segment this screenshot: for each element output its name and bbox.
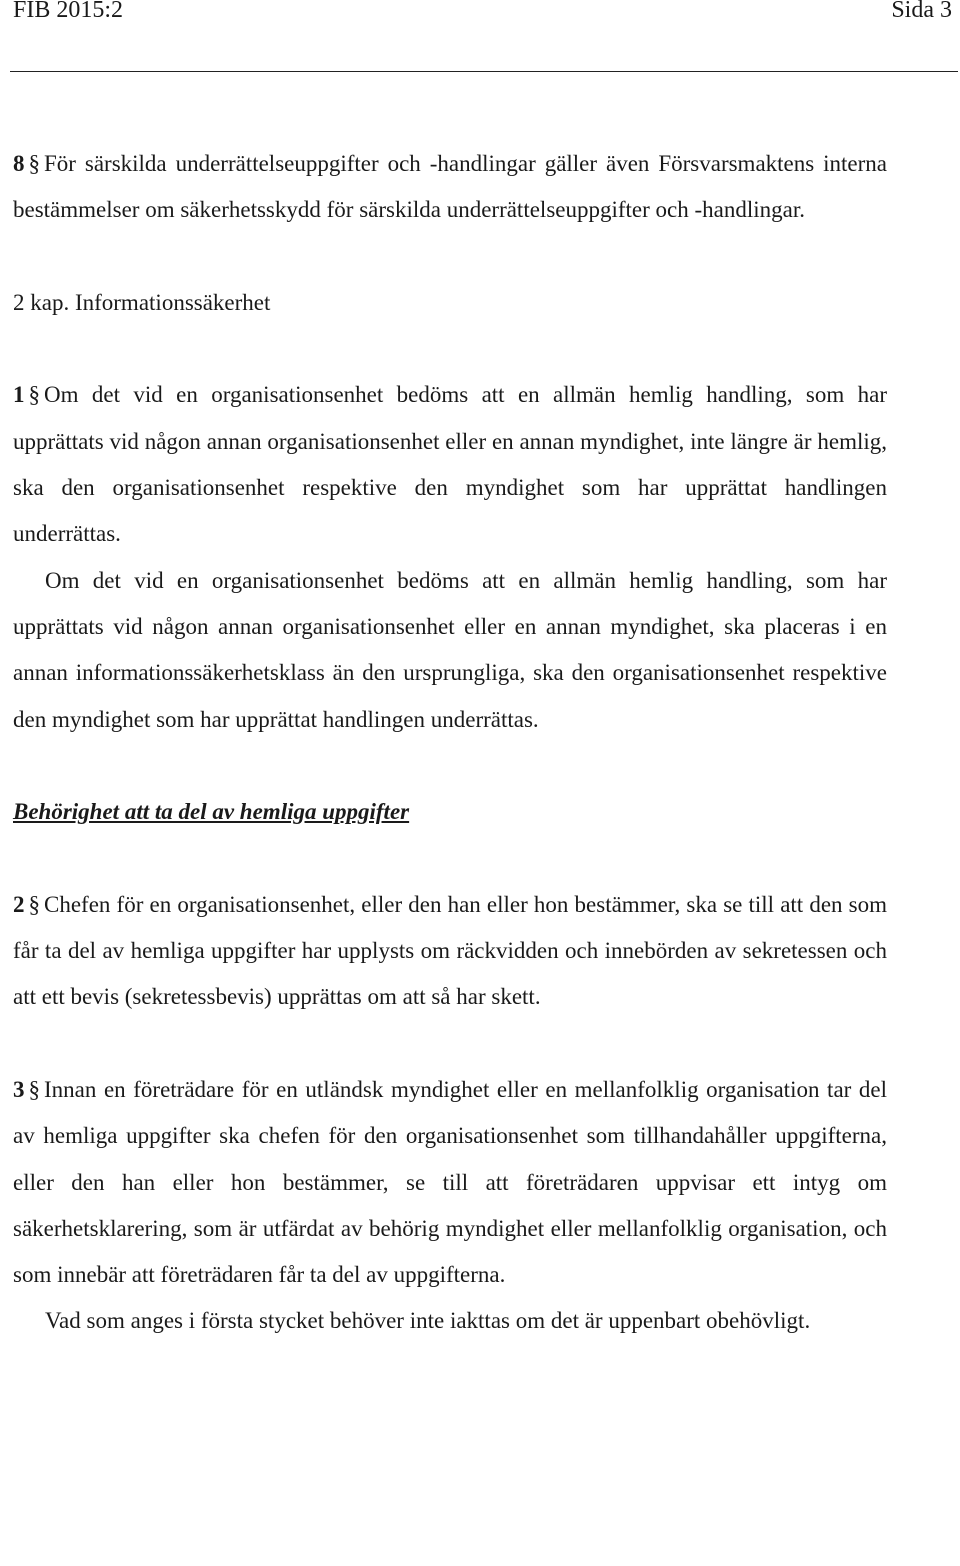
subheading-text: Behörighet att ta del av hemliga uppgifter: [13, 799, 410, 825]
section-sign-icon: §: [28, 151, 40, 176]
paragraph-8: [13, 141, 887, 234]
paragraph-text: Chefen för en organisationsenhet, eller den han eller hon bestämmer, ska se till att den som får ta del av hemliga uppgifter har upplysts om räckvidden och innebörden av sekretessen och att ett bevis (sekretessbevis) upprättas om att så har skett.: [13, 891, 887, 1010]
chapter-heading: 2 kap. Informationssäkerhet: [13, 289, 271, 315]
document-id: FIB 2015:2: [13, 0, 124, 23]
page-header: [13, 0, 952, 30]
paragraph-1: [13, 372, 887, 557]
paragraph-text: Om det vid en organisationsenhet bedöms att en allmän hemlig handling, som har upprättats vid någon annan organisationsenhet eller en annan myndighet, inte längre är hemlig, ska den organisationsenhet respektive den myndighet som har upprättat handlingen underrättas.: [13, 382, 887, 547]
paragraph-number: 3: [13, 1076, 25, 1102]
paragraph-number: 8: [13, 151, 25, 176]
paragraph-1-continuation: Om det vid en organisationsenhet bedöms att en allmän hemlig handling, som har upprättats vid någon annan organisationsenhet eller en annan myndighet, ska placeras i en annan informationssäkerhetsklass än den ursprungliga, ska den organisationsenhet respektive den myndighet som har upprättat handlingen underrättas.: [13, 567, 887, 732]
paragraph-number: 2: [13, 891, 25, 917]
header-divider: [10, 71, 958, 72]
paragraph-text: Innan en företrädare för en utländsk myndighet eller en mellanfolklig organisation tar del av hemliga uppgifter ska chefen för den organisationsenhet som tillhandahåller uppgifterna, eller den han eller hon bestämmer, se till att företrädaren uppvisar ett intyg om säkerhetsklarering, som är utfärdat av behörig myndighet eller mellanfolklig organisation, och som innebär att företrädaren får ta del av uppgifterna.: [13, 1076, 887, 1288]
section-sign-icon: §: [28, 382, 40, 408]
document-body: [13, 141, 887, 1345]
paragraph-2: [13, 882, 887, 1021]
page-number: Sida 3: [891, 0, 952, 23]
paragraph-text: För särskilda underrättelseuppgifter och -handlingar gäller även Försvarsmaktens interna bestämmelser om säkerhetsskydd för särskilda underrättelseuppgifter och -handlingar.: [13, 151, 887, 223]
section-sign-icon: §: [28, 891, 40, 917]
section-subheading: [13, 789, 887, 835]
section-sign-icon: §: [28, 1076, 40, 1102]
paragraph-number: 1: [13, 382, 25, 408]
paragraph-3: [13, 1067, 887, 1298]
paragraph-3-continuation: Vad som anges i första stycket behöver inte iakttas om det är uppenbart obehövligt.: [45, 1308, 811, 1334]
